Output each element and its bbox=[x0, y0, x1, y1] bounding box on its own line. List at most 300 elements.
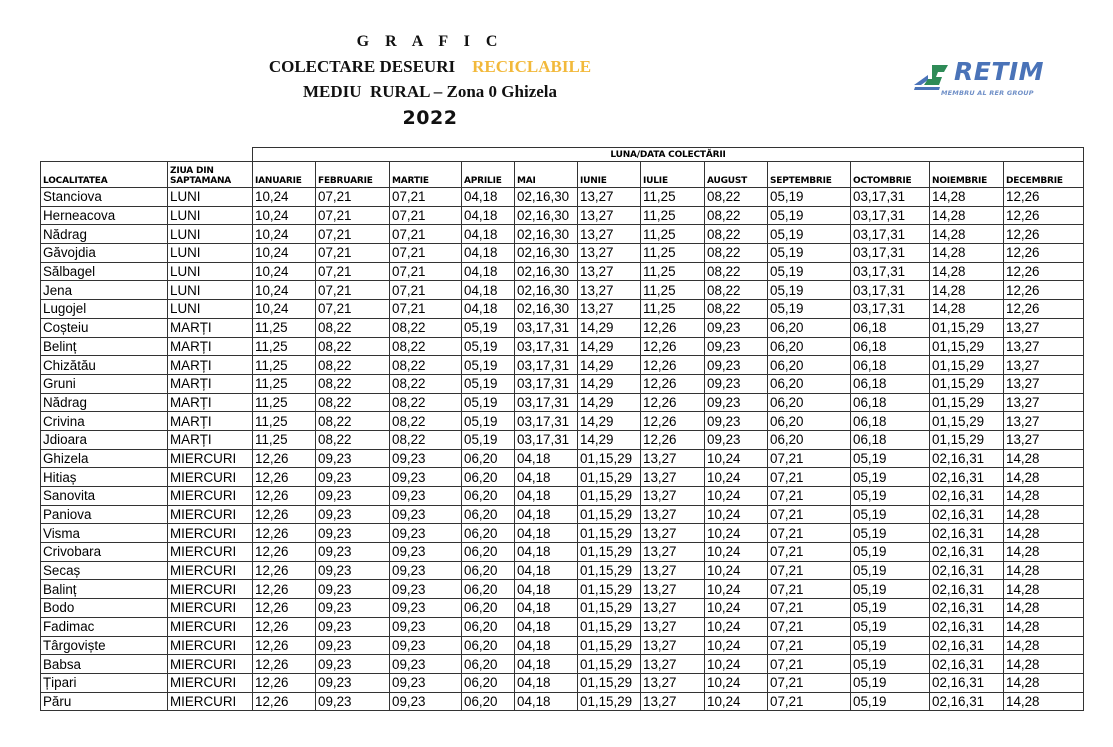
date-cell: 06,20 bbox=[462, 692, 515, 711]
date-cell: 04,18 bbox=[515, 599, 578, 618]
date-cell: 01,15,29 bbox=[578, 524, 641, 543]
date-cell: 11,25 bbox=[641, 262, 705, 281]
date-cell: 11,25 bbox=[253, 412, 316, 431]
date-cell: 10,24 bbox=[253, 281, 316, 300]
date-cell: 08,22 bbox=[316, 430, 390, 449]
date-cell: 12,26 bbox=[641, 412, 705, 431]
date-cell: 02,16,31 bbox=[930, 580, 1004, 599]
date-cell: 05,19 bbox=[768, 188, 851, 207]
date-cell: 02,16,31 bbox=[930, 505, 1004, 524]
date-cell: 03,17,31 bbox=[515, 374, 578, 393]
date-cell: 13,27 bbox=[578, 262, 641, 281]
date-cell: 14,28 bbox=[930, 300, 1004, 319]
table-row bbox=[41, 692, 1084, 711]
date-cell: 14,28 bbox=[1004, 468, 1084, 487]
table-row bbox=[41, 281, 1084, 300]
date-cell: 01,15,29 bbox=[930, 337, 1004, 356]
date-cell: 09,23 bbox=[390, 599, 462, 618]
date-cell: 05,19 bbox=[768, 281, 851, 300]
date-cell: 10,24 bbox=[705, 524, 768, 543]
date-cell: 07,21 bbox=[316, 188, 390, 207]
date-cell: 04,18 bbox=[462, 262, 515, 281]
date-cell: 09,23 bbox=[705, 318, 768, 337]
table-row bbox=[41, 505, 1084, 524]
date-cell: 13,27 bbox=[641, 468, 705, 487]
date-cell: 05,19 bbox=[768, 244, 851, 263]
weekday-cell: MIERCURI bbox=[168, 580, 253, 599]
date-cell: 14,29 bbox=[578, 430, 641, 449]
date-cell: 04,18 bbox=[462, 188, 515, 207]
column-header: APRILIE bbox=[462, 162, 515, 188]
date-cell: 02,16,30 bbox=[515, 262, 578, 281]
date-cell: 04,18 bbox=[515, 449, 578, 468]
date-cell: 10,24 bbox=[705, 599, 768, 618]
date-cell: 09,23 bbox=[390, 561, 462, 580]
date-cell: 04,18 bbox=[515, 524, 578, 543]
column-header-row bbox=[41, 162, 1084, 188]
weekday-cell: MIERCURI bbox=[168, 692, 253, 711]
table-row bbox=[41, 430, 1084, 449]
date-cell: 06,20 bbox=[768, 356, 851, 375]
date-cell: 09,23 bbox=[705, 374, 768, 393]
date-cell: 05,19 bbox=[462, 318, 515, 337]
column-header: IULIE bbox=[641, 162, 705, 188]
date-cell: 02,16,31 bbox=[930, 561, 1004, 580]
date-cell: 14,28 bbox=[1004, 655, 1084, 674]
date-cell: 13,27 bbox=[1004, 412, 1084, 431]
date-cell: 01,15,29 bbox=[578, 692, 641, 711]
date-cell: 07,21 bbox=[316, 262, 390, 281]
date-cell: 08,22 bbox=[316, 393, 390, 412]
date-cell: 03,17,31 bbox=[851, 262, 930, 281]
date-cell: 01,15,29 bbox=[578, 599, 641, 618]
date-cell: 01,15,29 bbox=[578, 617, 641, 636]
date-cell: 09,23 bbox=[316, 673, 390, 692]
date-cell: 06,20 bbox=[768, 374, 851, 393]
weekday-cell: MARȚI bbox=[168, 374, 253, 393]
date-cell: 12,26 bbox=[253, 617, 316, 636]
date-cell: 04,18 bbox=[462, 244, 515, 263]
date-cell: 05,19 bbox=[462, 356, 515, 375]
date-cell: 10,24 bbox=[253, 244, 316, 263]
date-cell: 07,21 bbox=[768, 449, 851, 468]
date-cell: 14,28 bbox=[1004, 543, 1084, 562]
date-cell: 06,20 bbox=[462, 449, 515, 468]
date-cell: 08,22 bbox=[705, 244, 768, 263]
date-cell: 01,15,29 bbox=[930, 374, 1004, 393]
date-cell: 14,28 bbox=[1004, 524, 1084, 543]
date-cell: 14,28 bbox=[1004, 636, 1084, 655]
date-cell: 13,27 bbox=[578, 225, 641, 244]
date-cell: 02,16,30 bbox=[515, 244, 578, 263]
date-cell: 02,16,31 bbox=[930, 449, 1004, 468]
date-cell: 02,16,30 bbox=[515, 225, 578, 244]
date-cell: 06,18 bbox=[851, 374, 930, 393]
date-cell: 06,20 bbox=[462, 599, 515, 618]
date-cell: 09,23 bbox=[316, 449, 390, 468]
weekday-cell: MIERCURI bbox=[168, 655, 253, 674]
date-cell: 10,24 bbox=[253, 206, 316, 225]
date-cell: 08,22 bbox=[390, 318, 462, 337]
date-cell: 08,22 bbox=[705, 262, 768, 281]
date-cell: 13,27 bbox=[641, 617, 705, 636]
date-cell: 10,24 bbox=[705, 505, 768, 524]
date-cell: 03,17,31 bbox=[851, 188, 930, 207]
table-row bbox=[41, 487, 1084, 506]
date-cell: 01,15,29 bbox=[930, 412, 1004, 431]
date-cell: 11,25 bbox=[641, 244, 705, 263]
date-cell: 01,15,29 bbox=[578, 580, 641, 599]
title-recyclables: RECICLABILE bbox=[472, 57, 592, 76]
title-grafic: G R A F I C bbox=[356, 33, 504, 50]
date-cell: 14,28 bbox=[1004, 487, 1084, 506]
date-cell: 08,22 bbox=[390, 374, 462, 393]
locality-cell: Jdioara bbox=[41, 430, 168, 449]
date-cell: 13,27 bbox=[1004, 318, 1084, 337]
date-cell: 06,20 bbox=[462, 673, 515, 692]
locality-cell: Herneacova bbox=[41, 206, 168, 225]
date-cell: 13,27 bbox=[641, 655, 705, 674]
date-cell: 04,18 bbox=[462, 225, 515, 244]
date-cell: 13,27 bbox=[1004, 393, 1084, 412]
weekday-cell: MIERCURI bbox=[168, 449, 253, 468]
date-cell: 12,26 bbox=[641, 430, 705, 449]
date-cell: 03,17,31 bbox=[851, 244, 930, 263]
table-row bbox=[41, 599, 1084, 618]
date-cell: 11,25 bbox=[641, 225, 705, 244]
date-cell: 14,28 bbox=[930, 281, 1004, 300]
date-cell: 04,18 bbox=[515, 543, 578, 562]
date-cell: 08,22 bbox=[705, 188, 768, 207]
date-cell: 02,16,31 bbox=[930, 543, 1004, 562]
title-year: 2022 bbox=[402, 107, 458, 129]
date-cell: 05,19 bbox=[851, 487, 930, 506]
column-header: IUNIE bbox=[578, 162, 641, 188]
date-cell: 06,18 bbox=[851, 318, 930, 337]
date-cell: 01,15,29 bbox=[578, 561, 641, 580]
weekday-cell: MARȚI bbox=[168, 337, 253, 356]
date-cell: 13,27 bbox=[1004, 356, 1084, 375]
table-row bbox=[41, 374, 1084, 393]
date-cell: 14,28 bbox=[1004, 580, 1084, 599]
date-cell: 05,19 bbox=[851, 673, 930, 692]
date-cell: 07,21 bbox=[390, 188, 462, 207]
date-cell: 08,22 bbox=[316, 374, 390, 393]
date-cell: 05,19 bbox=[462, 412, 515, 431]
date-cell: 01,15,29 bbox=[578, 487, 641, 506]
date-cell: 05,19 bbox=[462, 374, 515, 393]
date-cell: 02,16,31 bbox=[930, 599, 1004, 618]
weekday-cell: LUNI bbox=[168, 225, 253, 244]
date-cell: 02,16,30 bbox=[515, 188, 578, 207]
date-cell: 13,27 bbox=[578, 244, 641, 263]
date-cell: 06,20 bbox=[462, 561, 515, 580]
date-cell: 06,20 bbox=[462, 468, 515, 487]
date-cell: 01,15,29 bbox=[578, 468, 641, 487]
date-cell: 12,26 bbox=[641, 337, 705, 356]
date-cell: 07,21 bbox=[768, 468, 851, 487]
locality-cell: Nădrag bbox=[41, 225, 168, 244]
weekday-cell: MARȚI bbox=[168, 393, 253, 412]
date-cell: 09,23 bbox=[316, 524, 390, 543]
date-cell: 05,19 bbox=[851, 599, 930, 618]
weekday-cell: LUNI bbox=[168, 188, 253, 207]
date-cell: 02,16,31 bbox=[930, 692, 1004, 711]
date-cell: 01,15,29 bbox=[930, 430, 1004, 449]
locality-cell: Gruni bbox=[41, 374, 168, 393]
table-row bbox=[41, 244, 1084, 263]
date-cell: 12,26 bbox=[641, 356, 705, 375]
date-cell: 11,25 bbox=[253, 430, 316, 449]
date-cell: 11,25 bbox=[253, 374, 316, 393]
date-cell: 07,21 bbox=[768, 636, 851, 655]
date-cell: 08,22 bbox=[705, 281, 768, 300]
date-cell: 07,21 bbox=[768, 561, 851, 580]
date-cell: 05,19 bbox=[851, 505, 930, 524]
date-cell: 02,16,31 bbox=[930, 524, 1004, 543]
date-cell: 10,24 bbox=[253, 188, 316, 207]
date-cell: 04,18 bbox=[515, 655, 578, 674]
date-cell: 14,28 bbox=[1004, 505, 1084, 524]
date-cell: 07,21 bbox=[768, 505, 851, 524]
locality-cell: Stanciova bbox=[41, 188, 168, 207]
date-cell: 04,18 bbox=[515, 487, 578, 506]
date-cell: 03,17,31 bbox=[515, 412, 578, 431]
date-cell: 09,23 bbox=[316, 580, 390, 599]
locality-cell: Fadimac bbox=[41, 617, 168, 636]
table-row bbox=[41, 262, 1084, 281]
date-cell: 09,23 bbox=[316, 487, 390, 506]
weekday-cell: MARȚI bbox=[168, 412, 253, 431]
column-header: AUGUST bbox=[705, 162, 768, 188]
date-cell: 04,18 bbox=[515, 561, 578, 580]
weekday-cell: LUNI bbox=[168, 244, 253, 263]
date-cell: 03,17,31 bbox=[515, 393, 578, 412]
date-cell: 02,16,30 bbox=[515, 300, 578, 319]
date-cell: 07,21 bbox=[768, 617, 851, 636]
date-cell: 12,26 bbox=[253, 505, 316, 524]
table-row bbox=[41, 412, 1084, 431]
date-cell: 03,17,31 bbox=[515, 337, 578, 356]
date-cell: 13,27 bbox=[641, 543, 705, 562]
date-cell: 09,23 bbox=[316, 655, 390, 674]
locality-cell: Crivobara bbox=[41, 543, 168, 562]
date-cell: 01,15,29 bbox=[930, 356, 1004, 375]
date-cell: 03,17,31 bbox=[515, 356, 578, 375]
weekday-cell: MARȚI bbox=[168, 318, 253, 337]
table-row bbox=[41, 543, 1084, 562]
table-row bbox=[41, 206, 1084, 225]
date-cell: 10,24 bbox=[705, 580, 768, 599]
date-cell: 07,21 bbox=[390, 244, 462, 263]
date-cell: 13,27 bbox=[1004, 374, 1084, 393]
column-header: SEPTEMBRIE bbox=[768, 162, 851, 188]
date-cell: 04,18 bbox=[515, 692, 578, 711]
date-cell: 12,26 bbox=[1004, 262, 1084, 281]
date-cell: 09,23 bbox=[705, 356, 768, 375]
date-cell: 06,20 bbox=[768, 318, 851, 337]
weekday-cell: MIERCURI bbox=[168, 524, 253, 543]
date-cell: 03,17,31 bbox=[851, 225, 930, 244]
date-cell: 07,21 bbox=[768, 543, 851, 562]
date-cell: 05,19 bbox=[462, 430, 515, 449]
date-cell: 10,24 bbox=[253, 300, 316, 319]
locality-cell: Coșteiu bbox=[41, 318, 168, 337]
date-cell: 10,24 bbox=[705, 543, 768, 562]
group-header-row bbox=[41, 148, 1084, 162]
date-cell: 01,15,29 bbox=[578, 505, 641, 524]
weekday-cell: MARȚI bbox=[168, 430, 253, 449]
date-cell: 13,27 bbox=[641, 524, 705, 543]
date-cell: 02,16,31 bbox=[930, 655, 1004, 674]
date-cell: 13,27 bbox=[641, 561, 705, 580]
date-cell: 09,23 bbox=[316, 505, 390, 524]
date-cell: 02,16,31 bbox=[930, 487, 1004, 506]
date-cell: 14,28 bbox=[1004, 673, 1084, 692]
date-cell: 12,26 bbox=[1004, 244, 1084, 263]
locality-cell: Paniova bbox=[41, 505, 168, 524]
title-collection-text: COLECTARE DESEURI bbox=[268, 57, 473, 76]
date-cell: 13,27 bbox=[641, 505, 705, 524]
column-header: LOCALITATEA bbox=[41, 162, 168, 188]
date-cell: 12,26 bbox=[253, 524, 316, 543]
locality-cell: Târgoviște bbox=[41, 636, 168, 655]
date-cell: 14,29 bbox=[578, 393, 641, 412]
date-cell: 04,18 bbox=[515, 580, 578, 599]
table-row bbox=[41, 468, 1084, 487]
date-cell: 09,23 bbox=[390, 468, 462, 487]
date-cell: 12,26 bbox=[1004, 188, 1084, 207]
date-cell: 04,18 bbox=[515, 505, 578, 524]
date-cell: 14,28 bbox=[1004, 692, 1084, 711]
date-cell: 05,19 bbox=[851, 617, 930, 636]
date-cell: 13,27 bbox=[641, 673, 705, 692]
date-cell: 06,18 bbox=[851, 430, 930, 449]
weekday-cell: MIERCURI bbox=[168, 561, 253, 580]
date-cell: 13,27 bbox=[641, 636, 705, 655]
date-cell: 07,21 bbox=[768, 599, 851, 618]
date-cell: 11,25 bbox=[641, 300, 705, 319]
retim-logo bbox=[914, 57, 1064, 102]
date-cell: 01,15,29 bbox=[578, 449, 641, 468]
date-cell: 07,21 bbox=[390, 281, 462, 300]
date-cell: 10,24 bbox=[705, 655, 768, 674]
date-cell: 08,22 bbox=[316, 318, 390, 337]
date-cell: 05,19 bbox=[768, 225, 851, 244]
table-row bbox=[41, 356, 1084, 375]
locality-cell: Sălbagel bbox=[41, 262, 168, 281]
date-cell: 08,22 bbox=[705, 206, 768, 225]
date-cell: 02,16,31 bbox=[930, 617, 1004, 636]
table-row bbox=[41, 449, 1084, 468]
date-cell: 08,22 bbox=[316, 337, 390, 356]
date-cell: 12,26 bbox=[253, 599, 316, 618]
date-cell: 05,19 bbox=[851, 655, 930, 674]
table-row bbox=[41, 636, 1084, 655]
date-cell: 06,20 bbox=[768, 430, 851, 449]
column-header: FEBRUARIE bbox=[316, 162, 390, 188]
date-cell: 10,24 bbox=[705, 692, 768, 711]
date-cell: 12,26 bbox=[253, 580, 316, 599]
weekday-cell: LUNI bbox=[168, 300, 253, 319]
date-cell: 06,18 bbox=[851, 393, 930, 412]
date-cell: 12,26 bbox=[253, 692, 316, 711]
column-header: MARTIE bbox=[390, 162, 462, 188]
locality-cell: Lugojel bbox=[41, 300, 168, 319]
date-cell: 14,28 bbox=[1004, 449, 1084, 468]
date-cell: 12,26 bbox=[253, 468, 316, 487]
locality-cell: Babsa bbox=[41, 655, 168, 674]
date-cell: 07,21 bbox=[768, 655, 851, 674]
date-cell: 05,19 bbox=[462, 393, 515, 412]
date-cell: 09,23 bbox=[705, 430, 768, 449]
date-cell: 10,24 bbox=[705, 561, 768, 580]
date-cell: 13,27 bbox=[1004, 430, 1084, 449]
date-cell: 06,20 bbox=[462, 543, 515, 562]
date-cell: 05,19 bbox=[851, 692, 930, 711]
date-cell: 12,26 bbox=[1004, 281, 1084, 300]
date-cell: 03,17,31 bbox=[515, 430, 578, 449]
date-cell: 09,23 bbox=[390, 673, 462, 692]
weekday-cell: MIERCURI bbox=[168, 636, 253, 655]
date-cell: 12,26 bbox=[253, 487, 316, 506]
date-cell: 13,27 bbox=[578, 206, 641, 225]
date-cell: 02,16,31 bbox=[930, 468, 1004, 487]
date-cell: 11,25 bbox=[641, 206, 705, 225]
date-cell: 07,21 bbox=[768, 692, 851, 711]
date-cell: 01,15,29 bbox=[578, 636, 641, 655]
date-cell: 11,25 bbox=[253, 393, 316, 412]
table-row bbox=[41, 673, 1084, 692]
date-cell: 09,23 bbox=[316, 543, 390, 562]
date-cell: 05,19 bbox=[851, 580, 930, 599]
date-cell: 13,27 bbox=[641, 487, 705, 506]
table-row bbox=[41, 318, 1084, 337]
date-cell: 14,28 bbox=[930, 225, 1004, 244]
date-cell: 12,26 bbox=[253, 673, 316, 692]
date-cell: 13,27 bbox=[641, 580, 705, 599]
month-group-header: LUNA/DATA COLECTĂRII bbox=[253, 148, 1084, 162]
date-cell: 08,22 bbox=[390, 356, 462, 375]
date-cell: 12,26 bbox=[253, 561, 316, 580]
date-cell: 06,20 bbox=[462, 524, 515, 543]
date-cell: 05,19 bbox=[768, 300, 851, 319]
date-cell: 14,28 bbox=[930, 244, 1004, 263]
date-cell: 14,29 bbox=[578, 412, 641, 431]
weekday-cell: LUNI bbox=[168, 206, 253, 225]
date-cell: 10,24 bbox=[705, 617, 768, 636]
column-header: NOIEMBRIE bbox=[930, 162, 1004, 188]
locality-cell: Secaș bbox=[41, 561, 168, 580]
date-cell: 09,23 bbox=[316, 599, 390, 618]
date-cell: 09,23 bbox=[316, 468, 390, 487]
date-cell: 05,19 bbox=[462, 337, 515, 356]
empty-header-cell bbox=[41, 148, 253, 162]
column-header: IANUARIE bbox=[253, 162, 316, 188]
locality-cell: Sanovita bbox=[41, 487, 168, 506]
date-cell: 14,29 bbox=[578, 374, 641, 393]
date-cell: 05,19 bbox=[851, 468, 930, 487]
date-cell: 07,21 bbox=[316, 281, 390, 300]
date-cell: 14,29 bbox=[578, 318, 641, 337]
date-cell: 07,21 bbox=[316, 244, 390, 263]
date-cell: 13,27 bbox=[1004, 337, 1084, 356]
column-header: MAI bbox=[515, 162, 578, 188]
date-cell: 06,20 bbox=[462, 617, 515, 636]
date-cell: 03,17,31 bbox=[851, 281, 930, 300]
date-cell: 13,27 bbox=[641, 449, 705, 468]
date-cell: 12,26 bbox=[253, 655, 316, 674]
